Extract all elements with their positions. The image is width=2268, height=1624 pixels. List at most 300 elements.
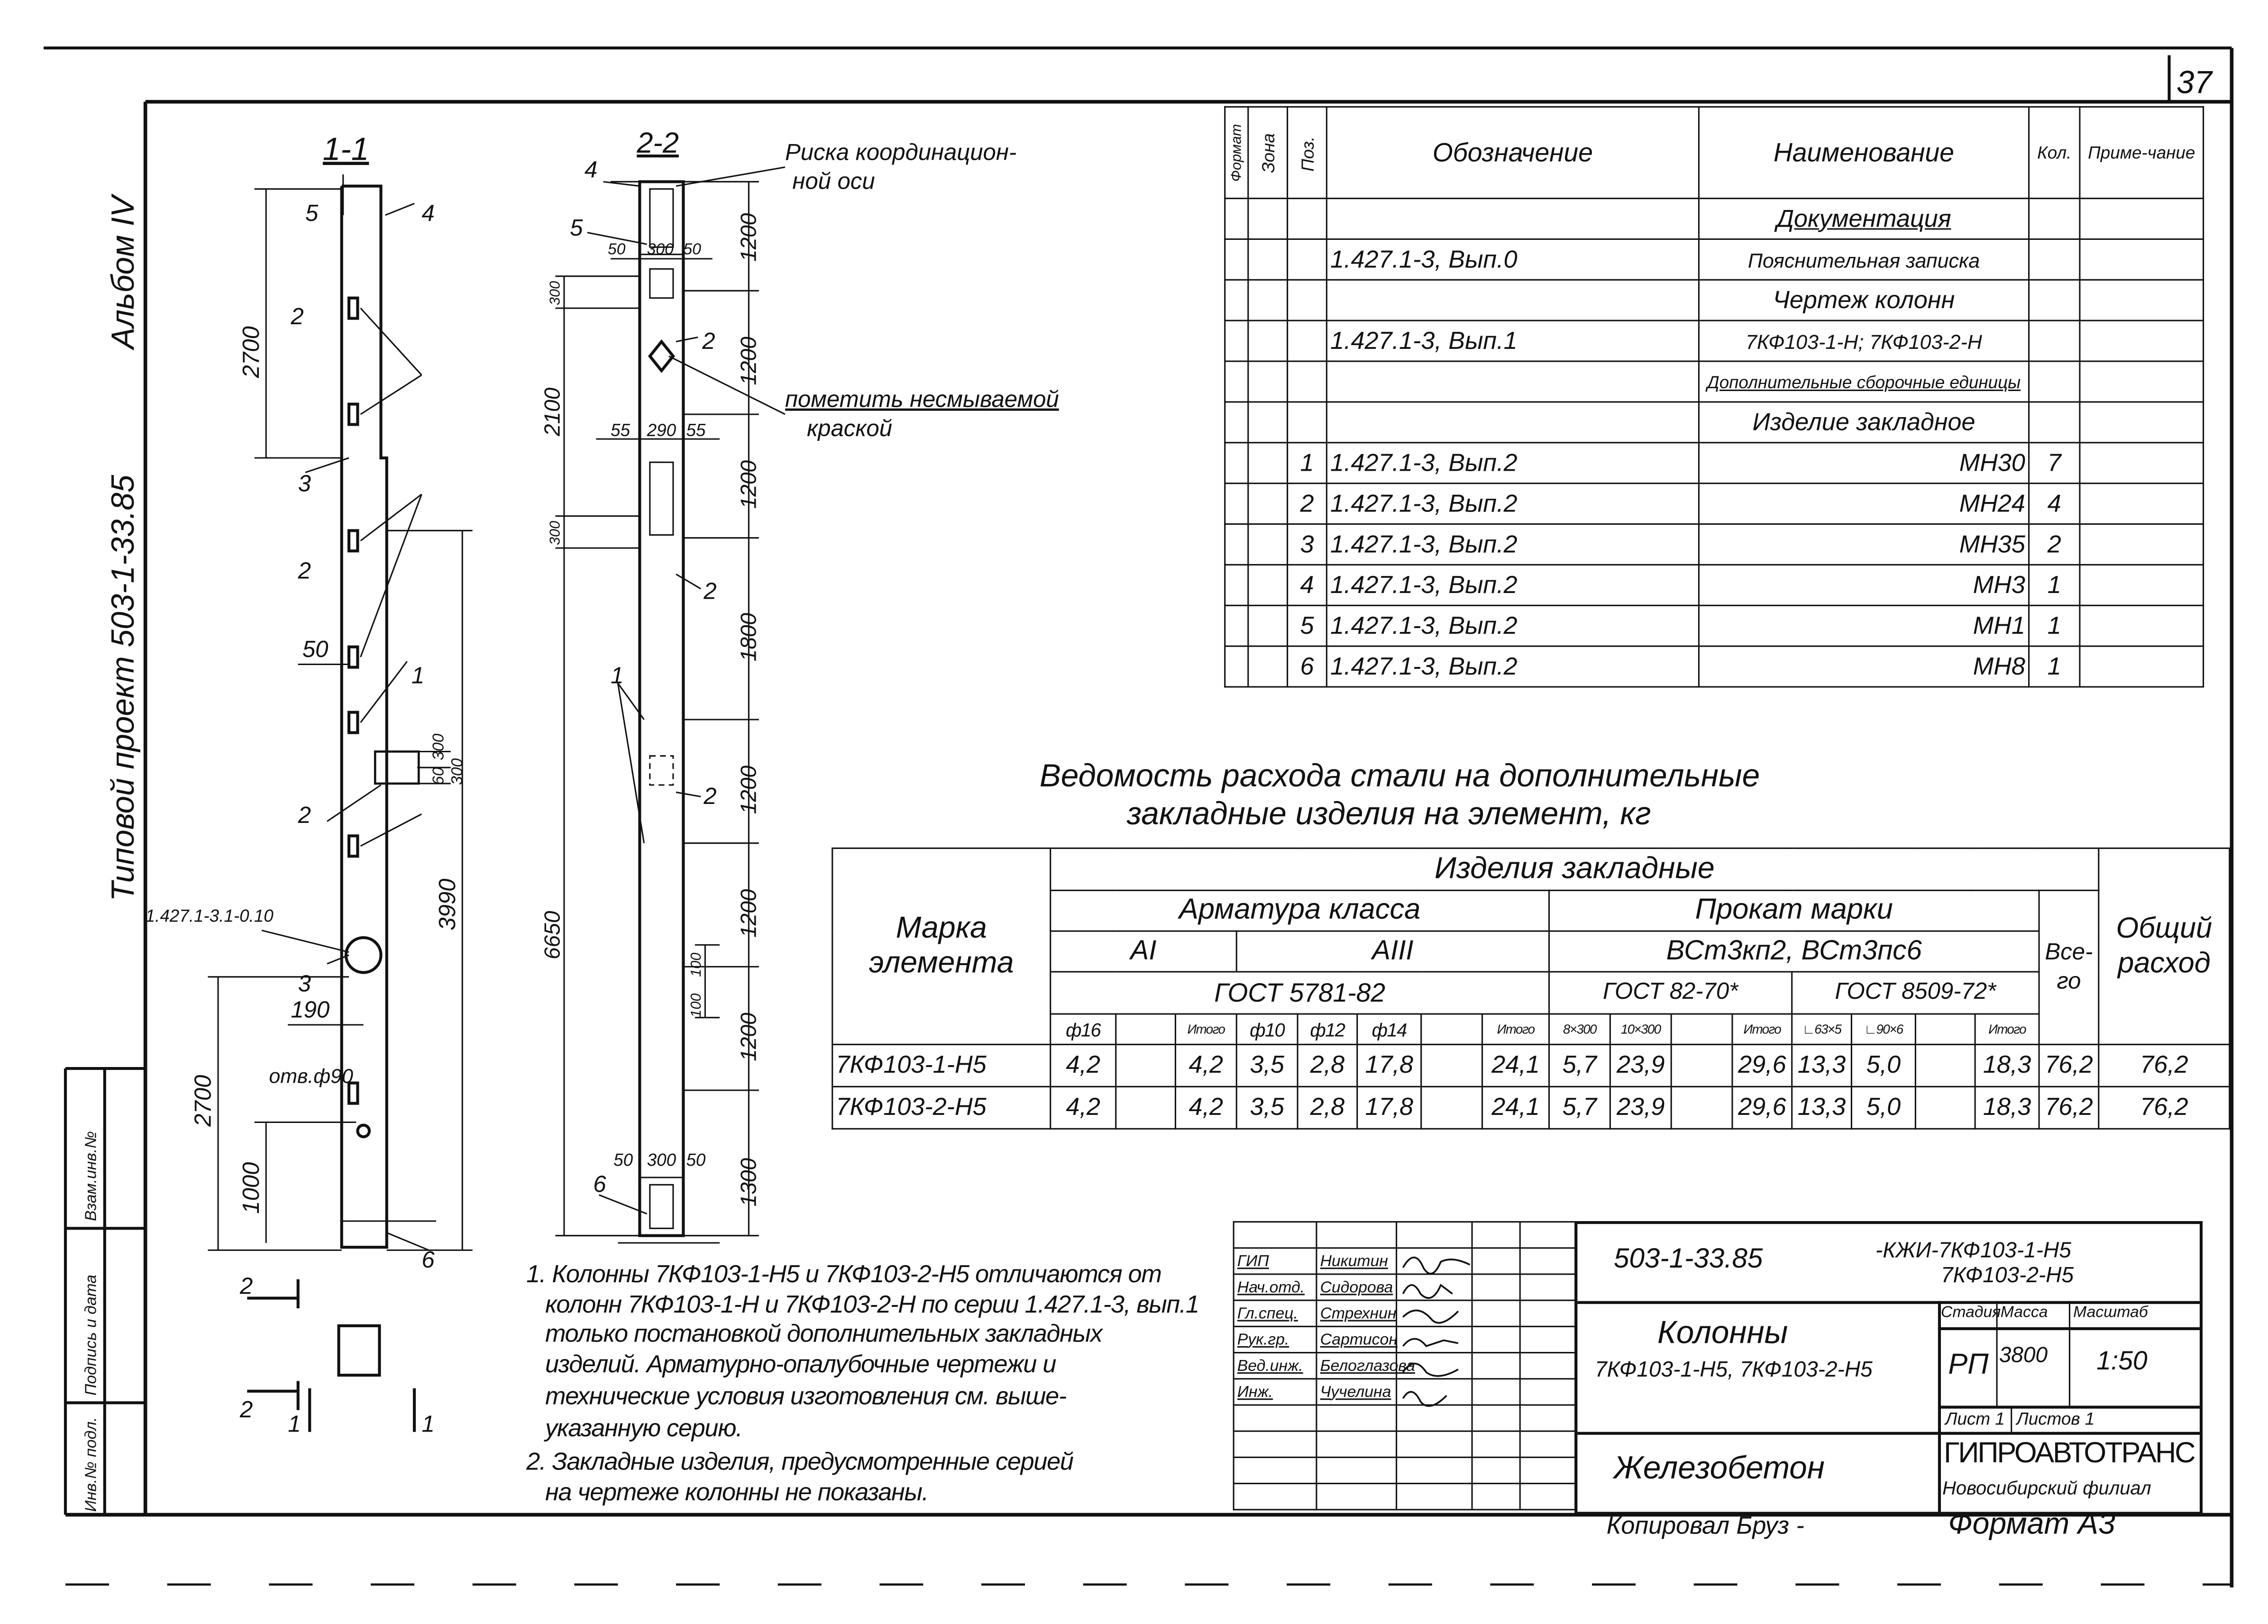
spec-cell-designation: 1.427.1-3, Вып.2 bbox=[1326, 443, 1699, 484]
spec-cell-format bbox=[1225, 280, 1248, 320]
doc-code: 503-1-33.85 bbox=[1614, 1244, 1763, 1275]
section-1-1-label: 1-1 bbox=[322, 131, 369, 167]
steel-title-line2: закладные изделия на элемент, кг bbox=[1126, 795, 1651, 832]
cut-1-label: 1 bbox=[421, 1411, 435, 1437]
steel-row-value: 17,8 bbox=[1357, 1044, 1421, 1086]
steel-row-value: 4,2 bbox=[1175, 1086, 1236, 1129]
object-title: Колонны bbox=[1657, 1314, 1788, 1350]
spec-cell-designation: 1.427.1-3, Вып.2 bbox=[1326, 605, 1699, 646]
steel-row-value: 4,2 bbox=[1175, 1044, 1236, 1086]
signer-signature bbox=[1397, 1379, 1472, 1405]
spec-cell-format bbox=[1225, 199, 1248, 239]
signer-signature bbox=[1397, 1274, 1472, 1300]
note-line: колонн 7КФ103-1-Н и 7КФ103-2-Н по серии 1.427.1-3, вып.1 bbox=[545, 1291, 1199, 1319]
steel-subheader bbox=[1915, 1014, 1975, 1044]
note-line: указанную серию. bbox=[545, 1414, 742, 1442]
dim-50: 50 bbox=[613, 1150, 633, 1170]
steel-row-value: 23,9 bbox=[1610, 1044, 1671, 1086]
class-ai: AI bbox=[1051, 931, 1237, 972]
steel-row-value: 29,6 bbox=[1732, 1044, 1792, 1086]
org-name: ГИПРОАВТОТРАНС bbox=[1944, 1437, 2195, 1470]
signer-role: Нач.отд. bbox=[1234, 1274, 1317, 1300]
spec-cell-format bbox=[1225, 565, 1248, 605]
spec-cell-designation: 1.427.1-3, Вып.2 bbox=[1326, 484, 1699, 524]
spec-cell-note bbox=[2080, 443, 2204, 484]
signer-name: Чучелина bbox=[1317, 1379, 1397, 1405]
steel-subheader: Итого bbox=[1175, 1014, 1236, 1044]
mass-label: Масса bbox=[2000, 1304, 2048, 1322]
steel-title-line1: Ведомость расхода стали на дополнительные bbox=[1039, 757, 1760, 794]
spec-row bbox=[1225, 280, 2204, 320]
object-subtitle: 7КФ103-1-Н5, 7КФ103-2-Н5 bbox=[1595, 1358, 1873, 1383]
signer-cell bbox=[1520, 1457, 1575, 1483]
signer-cell bbox=[1397, 1431, 1472, 1457]
steel-subheader bbox=[1421, 1014, 1482, 1044]
spec-cell-zone bbox=[1248, 605, 1288, 646]
spec-cell-zone bbox=[1248, 565, 1288, 605]
steel-row-value: 29,6 bbox=[1732, 1086, 1792, 1129]
cut-1-label: 1 bbox=[288, 1411, 301, 1437]
spec-cell-name: МН24 bbox=[1699, 484, 2029, 524]
signer-date bbox=[1472, 1353, 1520, 1379]
spec-row bbox=[1225, 443, 2204, 484]
stage-value: РП bbox=[1948, 1349, 1989, 1381]
spec-cell-qty bbox=[2029, 320, 2080, 361]
spec-header-zone: Зона bbox=[1248, 107, 1288, 198]
signer-signature bbox=[1397, 1326, 1472, 1352]
spec-cell-format bbox=[1225, 646, 1248, 687]
paint-note: пометить несмываемой bbox=[785, 386, 1059, 412]
signers-table bbox=[1233, 1221, 1576, 1510]
spec-cell-zone bbox=[1248, 239, 1288, 280]
spec-cell-name: МН3 bbox=[1699, 565, 2029, 605]
pos-1-label: 1 bbox=[611, 663, 624, 689]
signer-cell bbox=[1520, 1484, 1575, 1510]
cut-2-label: 2 bbox=[240, 1273, 253, 1299]
dim-2100: 2100 bbox=[540, 387, 565, 437]
signer-cell bbox=[1520, 1222, 1575, 1248]
dim-190: 190 bbox=[291, 997, 330, 1023]
steel-row-value: 5,7 bbox=[1549, 1086, 1610, 1129]
doc-code-suffix: 7КФ103-2-Н5 bbox=[1941, 1263, 2074, 1288]
spec-cell-qty bbox=[2029, 239, 2080, 280]
dim-50: 50 bbox=[683, 240, 701, 258]
spec-cell-qty: 4 bbox=[2029, 484, 2080, 524]
dim-1800: 1800 bbox=[736, 613, 761, 662]
steel-subheader: 8×300 bbox=[1549, 1014, 1610, 1044]
spec-header-format: Формат bbox=[1225, 107, 1248, 198]
dim-55: 55 bbox=[611, 420, 630, 440]
dim-55: 55 bbox=[686, 420, 706, 440]
signer-cell bbox=[1472, 1222, 1520, 1248]
title-main bbox=[1574, 1221, 2203, 1515]
pos-6-label: 6 bbox=[421, 1247, 435, 1273]
spec-cell-zone bbox=[1248, 320, 1288, 361]
spec-row bbox=[1225, 361, 2204, 402]
steel-row-value: 76,2 bbox=[2039, 1086, 2099, 1129]
sheet-label: Лист 1 bbox=[1945, 1408, 2005, 1429]
steel-header-row bbox=[832, 848, 2230, 890]
steel-row-value: 23,9 bbox=[1610, 1086, 1671, 1129]
spec-cell-zone bbox=[1248, 524, 1288, 565]
note-line: на чертеже колонны не показаны. bbox=[545, 1478, 928, 1506]
steel-subheader: 10×300 bbox=[1610, 1014, 1671, 1044]
dim-3990: 3990 bbox=[434, 878, 460, 931]
spec-cell-qty: 1 bbox=[2029, 605, 2080, 646]
dim-6650: 6650 bbox=[540, 911, 565, 960]
signer-cell bbox=[1234, 1405, 1317, 1431]
spec-cell-zone bbox=[1248, 646, 1288, 687]
signer-row bbox=[1234, 1222, 1575, 1248]
signer-cell bbox=[1397, 1484, 1472, 1510]
items-header: Изделия закладные bbox=[1051, 848, 2099, 890]
signer-cell bbox=[1234, 1222, 1317, 1248]
signer-cell bbox=[1472, 1457, 1520, 1483]
mark-header: Марка элемента bbox=[832, 848, 1051, 1044]
axis-note: ной оси bbox=[792, 168, 875, 194]
dim-100: 100 bbox=[688, 993, 704, 1018]
spec-cell-name: МН1 bbox=[1699, 605, 2029, 646]
steel-row-value: 5,0 bbox=[1851, 1044, 1915, 1086]
steel-row-value bbox=[1671, 1086, 1732, 1129]
steel-subheader: ф10 bbox=[1236, 1014, 1298, 1044]
signer-name: Сидорова bbox=[1317, 1274, 1397, 1300]
spec-cell-name: Дополнительные сборочные единицы bbox=[1699, 361, 2029, 402]
steel-statement-table bbox=[832, 848, 2230, 1130]
note-line: только постановкой дополнительных закладных bbox=[545, 1320, 1102, 1348]
spec-cell-designation: 1.427.1-3, Вып.1 bbox=[1326, 320, 1699, 361]
spec-cell-note bbox=[2080, 361, 2204, 402]
spec-header-pos: Поз. bbox=[1288, 107, 1327, 198]
signer-date bbox=[1472, 1274, 1520, 1300]
spec-cell-pos: 4 bbox=[1288, 565, 1327, 605]
dim-290: 290 bbox=[647, 420, 677, 440]
signer-cell bbox=[1317, 1222, 1397, 1248]
steel-subheader: ф14 bbox=[1357, 1014, 1421, 1044]
steel-row-mark: 7КФ103-1-Н5 bbox=[832, 1044, 1051, 1086]
class-aiii: AIII bbox=[1236, 931, 1549, 972]
dim-100: 100 bbox=[688, 952, 704, 977]
spec-header-qty: Кол. bbox=[2029, 107, 2080, 198]
sheets-label: Листов 1 bbox=[2016, 1408, 2095, 1429]
dim-50: 50 bbox=[686, 1150, 706, 1170]
spec-cell-note bbox=[2080, 199, 2204, 239]
steel-subheader: Итого bbox=[1732, 1014, 1792, 1044]
spec-row bbox=[1225, 484, 2204, 524]
spec-cell-zone bbox=[1248, 199, 1288, 239]
steel-subheader: ∟63×5 bbox=[1792, 1014, 1852, 1044]
signer-row bbox=[1234, 1484, 1575, 1510]
spec-cell-format bbox=[1225, 320, 1248, 361]
signer-signature bbox=[1397, 1300, 1472, 1326]
gost-8509: ГОСТ 8509-72* bbox=[1792, 972, 2039, 1014]
steel-row-value: 4,2 bbox=[1051, 1086, 1116, 1129]
spec-cell-pos bbox=[1288, 320, 1327, 361]
signer-role: Рук.гр. bbox=[1234, 1326, 1317, 1352]
pos-4-label: 4 bbox=[421, 201, 435, 227]
signer-cell bbox=[1317, 1484, 1397, 1510]
signer-row bbox=[1234, 1405, 1575, 1431]
spec-header-name: Наименование bbox=[1699, 107, 2029, 198]
section-1-1 bbox=[146, 131, 473, 1273]
spec-cell-pos bbox=[1288, 239, 1327, 280]
dim-300: 300 bbox=[448, 758, 466, 785]
rebar-header: Арматура класса bbox=[1051, 890, 1549, 931]
spec-row bbox=[1225, 565, 2204, 605]
signer-cell bbox=[1520, 1300, 1575, 1326]
pos-3-label: 3 bbox=[298, 971, 311, 997]
sheet-number: 37 bbox=[2176, 64, 2212, 100]
spec-cell-pos: 1 bbox=[1288, 443, 1327, 484]
signer-cell bbox=[1397, 1405, 1472, 1431]
dim-300: 300 bbox=[547, 520, 563, 546]
spec-cell-format bbox=[1225, 402, 1248, 443]
signer-cell bbox=[1317, 1431, 1397, 1457]
signer-role: Гл.спец. bbox=[1234, 1300, 1317, 1326]
steel-row-value: 76,2 bbox=[2099, 1086, 2230, 1129]
spec-cell-designation bbox=[1326, 280, 1699, 320]
spec-cell-name: 7КФ103-1-Н; 7КФ103-2-Н bbox=[1699, 320, 2029, 361]
side-project-title: Типовой проект 503-1-33.85 bbox=[105, 474, 141, 902]
dim-2700-bottom: 2700 bbox=[190, 1075, 216, 1127]
spec-cell-name: Пояснительная записка bbox=[1699, 239, 2029, 280]
signer-cell bbox=[1520, 1405, 1575, 1431]
cut-markers bbox=[239, 1273, 435, 1437]
steel-row-value: 5,0 bbox=[1851, 1086, 1915, 1129]
rolled-grades: ВСт3кп2, ВСт3пс6 bbox=[1549, 931, 2039, 972]
side-album: Альбом IV bbox=[105, 196, 141, 349]
pos-3-label: 3 bbox=[298, 471, 311, 497]
spec-cell-note bbox=[2080, 484, 2204, 524]
hole-label: отв.ф90 bbox=[269, 1065, 353, 1088]
signer-date bbox=[1472, 1248, 1520, 1274]
steel-row-value: 2,8 bbox=[1298, 1044, 1357, 1086]
spec-cell-qty: 7 bbox=[2029, 443, 2080, 484]
dim-50: 50 bbox=[302, 637, 329, 663]
dim-300: 300 bbox=[429, 733, 448, 760]
spec-cell-note bbox=[2080, 646, 2204, 687]
steel-row-value: 3,5 bbox=[1236, 1086, 1298, 1129]
signer-cell bbox=[1317, 1405, 1397, 1431]
spec-cell-format bbox=[1225, 443, 1248, 484]
spec-cell-name: Чертеж колонн bbox=[1699, 280, 2029, 320]
signer-cell bbox=[1234, 1431, 1317, 1457]
signer-cell bbox=[1520, 1431, 1575, 1457]
steel-row-value: 4,2 bbox=[1051, 1044, 1116, 1086]
spec-cell-pos: 6 bbox=[1288, 646, 1327, 687]
signer-cell bbox=[1472, 1484, 1520, 1510]
spec-cell-format bbox=[1225, 361, 1248, 402]
spec-cell-designation: 1.427.1-3, Вып.2 bbox=[1326, 565, 1699, 605]
dim-300: 300 bbox=[647, 1150, 677, 1170]
steel-subheader: ф16 bbox=[1051, 1014, 1116, 1044]
steel-row-value: 76,2 bbox=[2039, 1044, 2099, 1086]
spec-cell-qty: 2 bbox=[2029, 524, 2080, 565]
axis-note: Риска координацион- bbox=[785, 139, 1017, 165]
scale-value: 1:50 bbox=[2096, 1346, 2148, 1376]
stamp-replace-label: Взам.инв.№ bbox=[82, 1131, 100, 1222]
spec-cell-note bbox=[2080, 565, 2204, 605]
spec-cell-note bbox=[2080, 402, 2204, 443]
paint-note: краской bbox=[807, 416, 892, 442]
steel-subheader: ф12 bbox=[1298, 1014, 1357, 1044]
pos-2-label: 2 bbox=[702, 328, 715, 355]
spec-row bbox=[1225, 402, 2204, 443]
spec-cell-qty bbox=[2029, 199, 2080, 239]
pos-2-label: 2 bbox=[704, 783, 717, 809]
dim-1200: 1200 bbox=[736, 766, 761, 814]
spec-cell-pos bbox=[1288, 280, 1327, 320]
spec-cell-pos: 2 bbox=[1288, 484, 1327, 524]
gost-82: ГОСТ 82-70* bbox=[1549, 972, 1792, 1014]
spec-cell-format bbox=[1225, 605, 1248, 646]
signer-signature bbox=[1397, 1248, 1472, 1274]
signer-cell bbox=[1234, 1457, 1317, 1483]
cut-2-label: 2 bbox=[240, 1397, 253, 1423]
dim-1200: 1200 bbox=[736, 460, 761, 509]
rolled-header: Прокат марки bbox=[1549, 890, 2039, 931]
spec-cell-designation: 1.427.1-3, Вып.2 bbox=[1326, 646, 1699, 687]
steel-subheader bbox=[1671, 1014, 1732, 1044]
material: Железобетон bbox=[1614, 1449, 1825, 1486]
spec-cell-zone bbox=[1248, 484, 1288, 524]
signer-row bbox=[1234, 1353, 1575, 1379]
signer-role: Инж. bbox=[1234, 1379, 1317, 1405]
stage-label: Стадия bbox=[1941, 1304, 2001, 1322]
signer-role: Вед.инж. bbox=[1234, 1353, 1317, 1379]
steel-row-value: 24,1 bbox=[1482, 1044, 1549, 1086]
scale-label: Масштаб bbox=[2073, 1304, 2148, 1322]
spec-cell-pos bbox=[1288, 199, 1327, 239]
ref-mark: 1.427.1-3.1-0.10 bbox=[145, 906, 274, 926]
stamp-sign-label: Подпись и дата bbox=[82, 1274, 100, 1396]
spec-row bbox=[1225, 239, 2204, 280]
steel-subheader: Итого bbox=[1482, 1014, 1549, 1044]
spec-cell-zone bbox=[1248, 443, 1288, 484]
steel-row-value: 3,5 bbox=[1236, 1044, 1298, 1086]
spec-cell-name: МН35 bbox=[1699, 524, 2029, 565]
spec-row bbox=[1225, 320, 2204, 361]
steel-row-value: 2,8 bbox=[1298, 1086, 1357, 1129]
dim-1200: 1200 bbox=[736, 337, 761, 385]
overall-header: Общий расход bbox=[2099, 848, 2230, 1044]
spec-cell-name: МН30 bbox=[1699, 443, 2029, 484]
spec-row bbox=[1225, 199, 2204, 239]
steel-subheader: ∟90×6 bbox=[1851, 1014, 1915, 1044]
signer-row bbox=[1234, 1300, 1575, 1326]
signer-name: Стрехнин bbox=[1317, 1300, 1397, 1326]
dim-50: 50 bbox=[607, 240, 626, 258]
pos-6-label: 6 bbox=[593, 1171, 606, 1197]
spec-cell-note bbox=[2080, 605, 2204, 646]
signer-name: Сартисон bbox=[1317, 1326, 1397, 1352]
stamp-inv-label: Инв.№ подл. bbox=[82, 1417, 100, 1512]
pos-5-label: 5 bbox=[570, 215, 583, 241]
spec-cell-format bbox=[1225, 239, 1248, 280]
spec-cell-pos bbox=[1288, 361, 1327, 402]
spec-cell-qty: 1 bbox=[2029, 646, 2080, 687]
pos-2-label: 2 bbox=[298, 802, 311, 828]
dim-1200: 1200 bbox=[736, 889, 761, 938]
spec-header-row bbox=[1225, 107, 2204, 198]
steel-row-value: 18,3 bbox=[1975, 1044, 2039, 1086]
dim-1200: 1200 bbox=[736, 1013, 761, 1061]
steel-row-value bbox=[1421, 1086, 1482, 1129]
copied-by: Копировал Бруз - bbox=[1606, 1512, 1804, 1540]
mass-value: 3800 bbox=[1999, 1343, 2048, 1368]
spec-cell-note bbox=[2080, 524, 2204, 565]
spec-cell-zone bbox=[1248, 402, 1288, 443]
steel-row-value: 17,8 bbox=[1357, 1086, 1421, 1129]
spec-header-designation: Обозначение bbox=[1326, 107, 1699, 198]
spec-cell-designation: 1.427.1-3, Вып.0 bbox=[1326, 239, 1699, 280]
steel-row-value: 13,3 bbox=[1792, 1086, 1852, 1129]
signer-date bbox=[1472, 1379, 1520, 1405]
spec-cell-zone bbox=[1248, 280, 1288, 320]
signer-date bbox=[1472, 1300, 1520, 1326]
signer-name: Никитин bbox=[1317, 1248, 1397, 1274]
signer-row bbox=[1234, 1274, 1575, 1300]
spec-row bbox=[1225, 605, 2204, 646]
dim-300: 300 bbox=[647, 240, 674, 258]
signer-row bbox=[1234, 1248, 1575, 1274]
note-line: 1. Колонны 7КФ103-1-Н5 и 7КФ103-2-Н5 отличаются от bbox=[526, 1260, 1161, 1288]
steel-row-mark: 7КФ103-2-Н5 bbox=[832, 1086, 1051, 1129]
signer-cell bbox=[1520, 1274, 1575, 1300]
signer-cell bbox=[1234, 1484, 1317, 1510]
steel-row-value bbox=[1116, 1086, 1176, 1129]
steel-row bbox=[832, 1044, 2230, 1086]
gost-rebar: ГОСТ 5781-82 bbox=[1051, 972, 1549, 1014]
pos-5-label: 5 bbox=[305, 201, 319, 227]
spec-cell-qty bbox=[2029, 361, 2080, 402]
spec-cell-pos bbox=[1288, 402, 1327, 443]
signer-row bbox=[1234, 1326, 1575, 1352]
signer-row bbox=[1234, 1457, 1575, 1483]
signer-cell bbox=[1472, 1431, 1520, 1457]
spec-cell-qty bbox=[2029, 402, 2080, 443]
doc-code-suffix: -КЖИ-7КФ103-1-Н5 bbox=[1875, 1238, 2071, 1263]
spec-cell-note bbox=[2080, 320, 2204, 361]
signer-row bbox=[1234, 1431, 1575, 1457]
spec-cell-qty: 1 bbox=[2029, 565, 2080, 605]
spec-cell-pos: 5 bbox=[1288, 605, 1327, 646]
spec-cell-name: Изделие закладное bbox=[1699, 402, 2029, 443]
signer-row bbox=[1234, 1379, 1575, 1405]
total-header: Все-го bbox=[2039, 890, 2099, 1044]
pos-2-label: 2 bbox=[291, 303, 304, 329]
signer-cell bbox=[1520, 1353, 1575, 1379]
pos-4-label: 4 bbox=[584, 157, 598, 183]
spec-cell-designation bbox=[1326, 402, 1699, 443]
spec-cell-name: МН8 bbox=[1699, 646, 2029, 687]
signer-date bbox=[1472, 1326, 1520, 1352]
steel-row-value: 13,3 bbox=[1792, 1044, 1852, 1086]
dim-1300: 1300 bbox=[736, 1158, 761, 1207]
steel-row-value: 24,1 bbox=[1482, 1086, 1549, 1129]
signer-cell bbox=[1520, 1326, 1575, 1352]
signer-cell bbox=[1397, 1457, 1472, 1483]
specification-table bbox=[1224, 106, 2204, 688]
signer-cell bbox=[1472, 1405, 1520, 1431]
spec-header-note: Приме-чание bbox=[2080, 107, 2204, 198]
steel-row-value bbox=[1915, 1044, 1975, 1086]
steel-subheader bbox=[1116, 1014, 1176, 1044]
spec-cell-note bbox=[2080, 280, 2204, 320]
steel-row-value bbox=[1671, 1044, 1732, 1086]
dim-300: 300 bbox=[547, 281, 563, 306]
signer-cell bbox=[1520, 1248, 1575, 1274]
